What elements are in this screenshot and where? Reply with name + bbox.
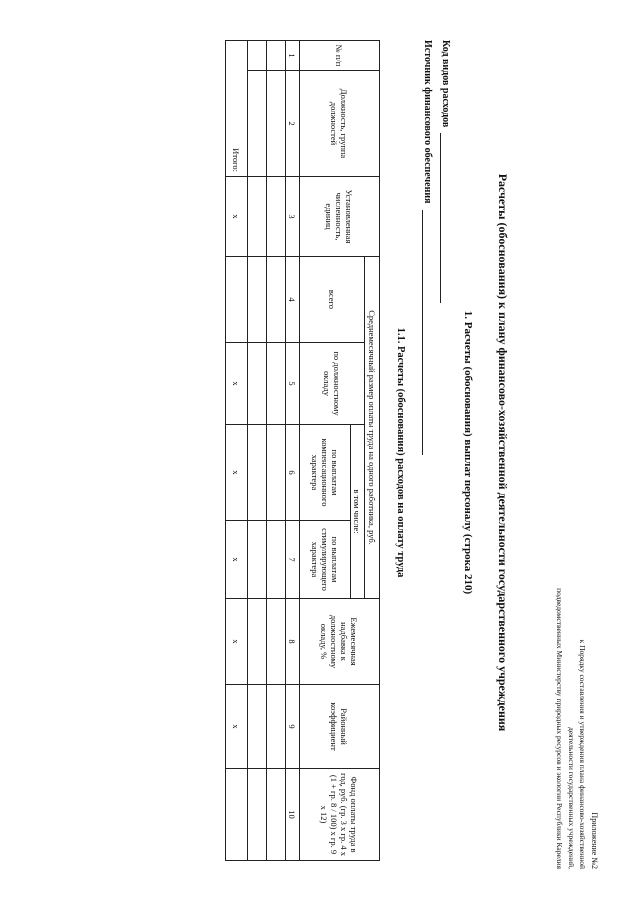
expense-code-field [440, 40, 452, 303]
labor-cost-table [225, 40, 380, 861]
column-number: 5 [286, 343, 300, 425]
table-cell [267, 425, 286, 521]
table-cell [248, 521, 267, 599]
header-num: № п/п [300, 41, 380, 71]
header-monthly-bonus: Ежемесячная надбавка к должностному окладу, % [300, 599, 380, 685]
header-total: всего [300, 257, 365, 343]
total-cell: x [226, 685, 248, 769]
table-cell [248, 177, 267, 257]
expense-code-line [440, 133, 452, 303]
annex-line-3: подведомственных Министерству природных ресурсов и экологии Республики Карелия [555, 588, 565, 869]
annex-line-2: деятельности государственных учреждений, [567, 726, 576, 869]
table-row [267, 41, 286, 861]
table-cell [248, 71, 267, 177]
total-cell: x [226, 425, 248, 521]
table-cell [248, 769, 267, 861]
annex-number: Приложение №2 [590, 812, 599, 869]
column-number: 3 [286, 177, 300, 257]
table-cell [248, 257, 267, 343]
total-cell: x [226, 177, 248, 257]
total-label: Итого: [226, 41, 248, 177]
table-cell [267, 71, 286, 177]
header-compensatory: по выплатам компенсационного характера [300, 425, 351, 521]
column-number-row [286, 41, 300, 861]
table-cell [267, 41, 286, 71]
annex-line-1: к Порядку составления и утверждения плана финансово-хозяйственной [578, 639, 588, 869]
total-cell [226, 257, 248, 343]
table-cell [248, 685, 267, 769]
column-number: 9 [286, 685, 300, 769]
table-cell [267, 177, 286, 257]
table-cell [248, 425, 267, 521]
table-cell [267, 685, 286, 769]
expense-code-label: Код видов расходов [440, 40, 451, 128]
column-number: 10 [286, 769, 300, 861]
total-cell: x [226, 521, 248, 599]
table-cell [248, 41, 267, 71]
financing-source-line [422, 210, 434, 455]
header-row [365, 41, 380, 861]
section-title: 1. Расчеты (обоснования) выплат персоналу (строка 210) [462, 310, 474, 595]
table-cell [267, 521, 286, 599]
header-official-salary: по должностному окладу [300, 343, 365, 425]
header-regional-coef: Районный коэффициент [300, 685, 380, 769]
table-cell [267, 769, 286, 861]
column-number: 7 [286, 521, 300, 599]
financing-source-label: Источник финансового обеспечения [422, 40, 433, 204]
header-including: в том числе: [351, 425, 365, 599]
header-position: Должность, группа должностей [300, 71, 380, 177]
column-number: 2 [286, 71, 300, 177]
table-cell [248, 343, 267, 425]
header-incentive: по выплатам стимулирующего характера [300, 521, 351, 599]
subsection-title: 1.1. Расчеты (обоснования) расходов на оплату труда [395, 327, 406, 578]
column-number: 8 [286, 599, 300, 685]
column-number: 4 [286, 257, 300, 343]
table-cell [248, 599, 267, 685]
header-annual-fund: Фонд оплаты труда в год, руб. (гр. 3 х гр. 4 х (1 + гр. 8 / 100) х гр. 9 х 12) [300, 769, 380, 861]
table-cell [267, 343, 286, 425]
table-cell [267, 599, 286, 685]
total-cell: x [226, 599, 248, 685]
total-cell [226, 769, 248, 861]
column-number: 1 [286, 41, 300, 71]
table-row [248, 41, 267, 861]
total-row [226, 41, 248, 861]
financing-source-field [422, 40, 434, 455]
total-cell: x [226, 343, 248, 425]
header-staff: Установленная численность, единиц [300, 177, 380, 257]
document-title: Расчеты (обоснования) к плану финансово-хозяйственной деятельности государственного учреждения [496, 173, 510, 732]
annex-header [554, 539, 600, 869]
column-number: 6 [286, 425, 300, 521]
table-cell [267, 257, 286, 343]
header-avg-salary: Среднемесячный размер оплаты труда на одного работника, руб. [365, 257, 380, 599]
